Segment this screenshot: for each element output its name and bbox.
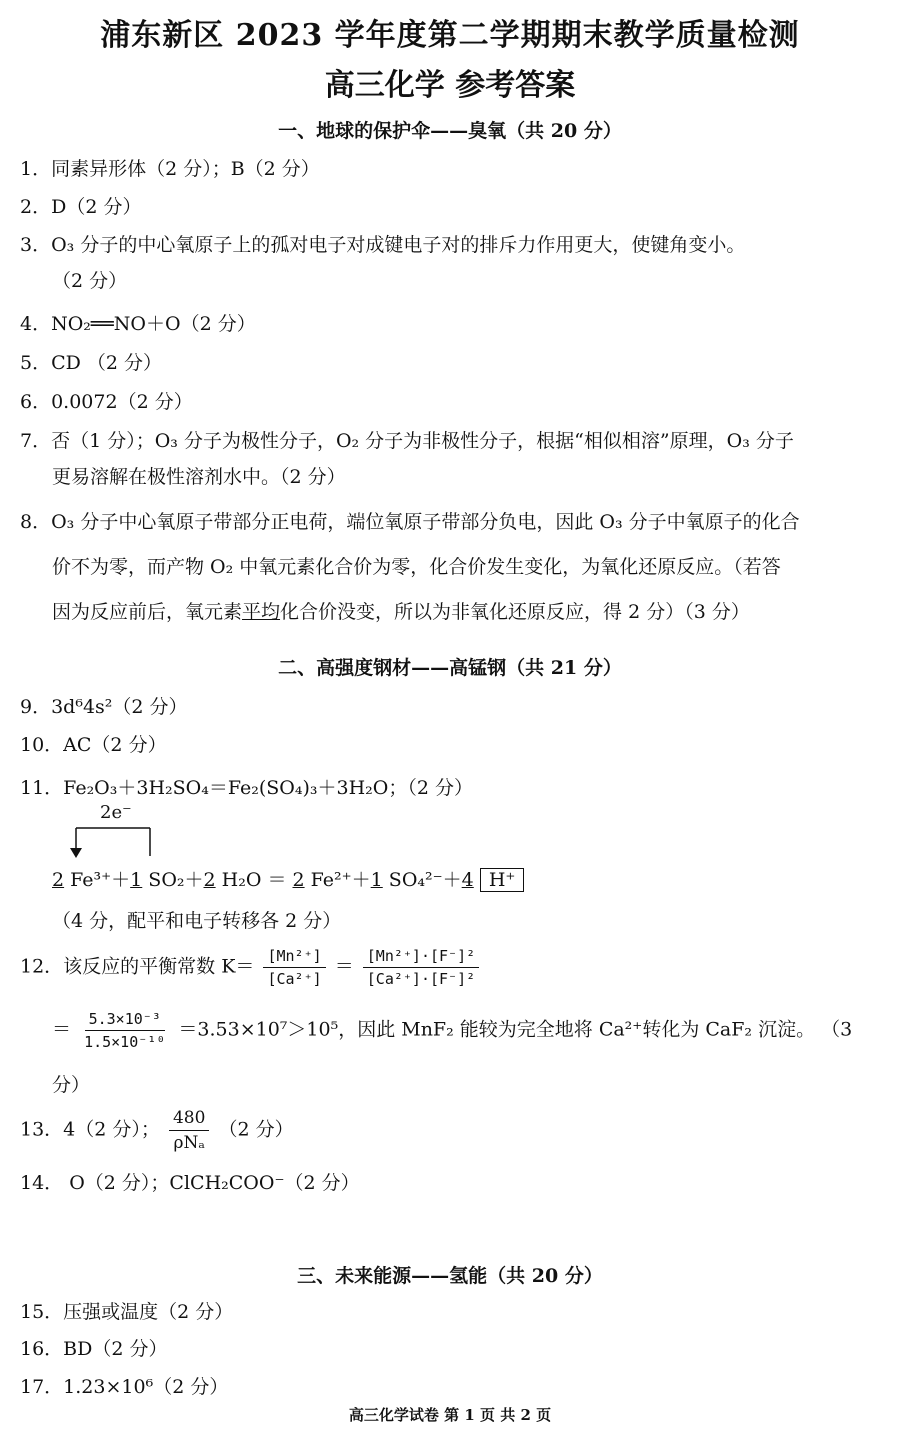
answer-17: 17．1.23×10⁶（2 分） — [20, 1376, 229, 1398]
answer-12-text: 12．该反应的平衡常数 K＝ — [20, 955, 255, 978]
answer-8-text: 因为反应前后，氧元素 — [52, 601, 243, 623]
fraction-denominator: 1.5×10⁻¹⁰ — [84, 1033, 166, 1051]
coef-6: 4 — [461, 869, 474, 891]
fraction-denominator: ρNₐ — [173, 1133, 205, 1153]
fraction-numerator: 480 — [169, 1108, 209, 1131]
answer-9: 9．3d⁶4s²（2 分） — [20, 696, 188, 718]
answer-12-score: 分） — [52, 1074, 91, 1096]
answer-11: 11．Fe₂O₃＋3H₂SO₄＝Fe₂(SO₄)₃＋3H₂O；（2 分） — [20, 777, 473, 799]
answer-13-score: （2 分） — [218, 1118, 294, 1141]
answer-4: 4．NO₂══NO＋O（2 分） — [20, 313, 256, 335]
page-title: 浦东新区 2023 学年度第二学期期末教学质量检测 — [100, 18, 800, 53]
eq-part: SO₂＋ — [142, 869, 204, 891]
answer-7-cont: 更易溶解在极性溶剂水中。（2 分） — [52, 466, 346, 488]
answer-3: 3．O₃ 分子的中心氧原子上的孤对电子对成键电子对的排斥力作用更大，使键角变小。 — [20, 234, 746, 256]
answer-13-text: 13．4（2 分）； — [20, 1118, 160, 1141]
answer-7: 7．否（1 分）；O₃ 分子为极性分子，O₂ 分子为非极性分子，根据“相似相溶”原理，O₃ 分子 — [20, 430, 794, 452]
answer-14: 14． O（2 分）；ClCH₂COO⁻（2 分） — [20, 1172, 360, 1194]
answer-12-cont — [52, 1010, 852, 1051]
answer-13 — [20, 1108, 294, 1153]
eq-part: Fe²⁺＋ — [304, 869, 371, 891]
coef-2: 1 — [130, 869, 143, 891]
fraction-numerator: 5.3×10⁻³ — [85, 1010, 165, 1031]
electron-label: 2e⁻ — [100, 802, 132, 823]
eq-part: H₂O ＝ — [215, 869, 293, 891]
eq-part: Fe³⁺＋ — [64, 869, 131, 891]
answer-15: 15．压强或温度（2 分） — [20, 1301, 234, 1323]
answer-8: 8．O₃ 分子中心氧原子带部分正电荷，端位氧原子带部分负电，因此 O₃ 分子中氧原子的化合 — [20, 511, 800, 533]
fraction-numerator: [Mn²⁺] — [263, 947, 325, 968]
answer-12-text-end: ＝3.53×10⁷＞10⁵，因此 MnF₂ 能较为完全地将 Ca²⁺转化为 CaF₂ 沉淀。 （3 — [178, 1018, 853, 1041]
fraction-mn-ca — [263, 947, 325, 988]
answer-2: 2．D（2 分） — [20, 196, 142, 218]
answer-5: 5．CD （2 分） — [20, 352, 163, 374]
eq-part: SO₄²⁻＋ — [382, 869, 462, 891]
fraction-with-f — [363, 947, 479, 988]
section-3-title: 三、未来能源——氢能（共 20 分） — [297, 1265, 603, 1287]
section-2-title: 二、高强度钢材——高锰钢（共 21 分） — [278, 657, 622, 679]
fraction-denominator: [Ca²⁺] — [267, 970, 322, 988]
answer-6: 6．0.0072（2 分） — [20, 391, 193, 413]
coef-4: 2 — [292, 869, 305, 891]
answer-16: 16．BD（2 分） — [20, 1338, 168, 1360]
answer-8-underlined: 平均 — [242, 601, 281, 623]
page-subtitle: 高三化学 参考答案 — [324, 68, 576, 103]
answer-8-cont2 — [52, 597, 750, 624]
fraction-density — [169, 1108, 209, 1153]
answer-12 — [20, 947, 482, 988]
coef-3: 2 — [203, 869, 216, 891]
fraction-ksp — [80, 1010, 169, 1051]
electron-transfer-arrow — [52, 800, 192, 860]
answer-8-text-end: 化合价没变，所以为非氧化还原反应，得 2 分）（3 分） — [280, 601, 750, 623]
page-footer: 高三化学试卷 第 1 页 共 2 页 — [348, 1406, 552, 1424]
fraction-numerator: [Mn²⁺]·[F⁻]² — [363, 947, 479, 968]
equals-sign: ＝ — [334, 955, 354, 978]
answer-10: 10．AC（2 分） — [20, 734, 167, 756]
fraction-denominator: [Ca²⁺]·[F⁻]² — [366, 970, 476, 988]
answer-1: 1．同素异形体（2 分）；B（2 分） — [20, 158, 320, 180]
answer-11-score: （4 分，配平和电子转移各 2 分） — [52, 910, 342, 932]
section-1-title: 一、地球的保护伞——臭氧（共 20 分） — [278, 120, 622, 142]
answer-8-cont: 价不为零，而产物 O₂ 中氧元素化合价为零，化合价发生变化，为氧化还原反应。（若答 — [52, 556, 781, 578]
coef-1: 2 — [52, 869, 65, 891]
equals-sign: ＝ — [52, 1018, 72, 1041]
redox-equation — [52, 865, 524, 892]
coef-5: 1 — [370, 869, 383, 891]
boxed-answer: H⁺ — [480, 868, 525, 892]
answer-3-score: （2 分） — [52, 270, 128, 292]
